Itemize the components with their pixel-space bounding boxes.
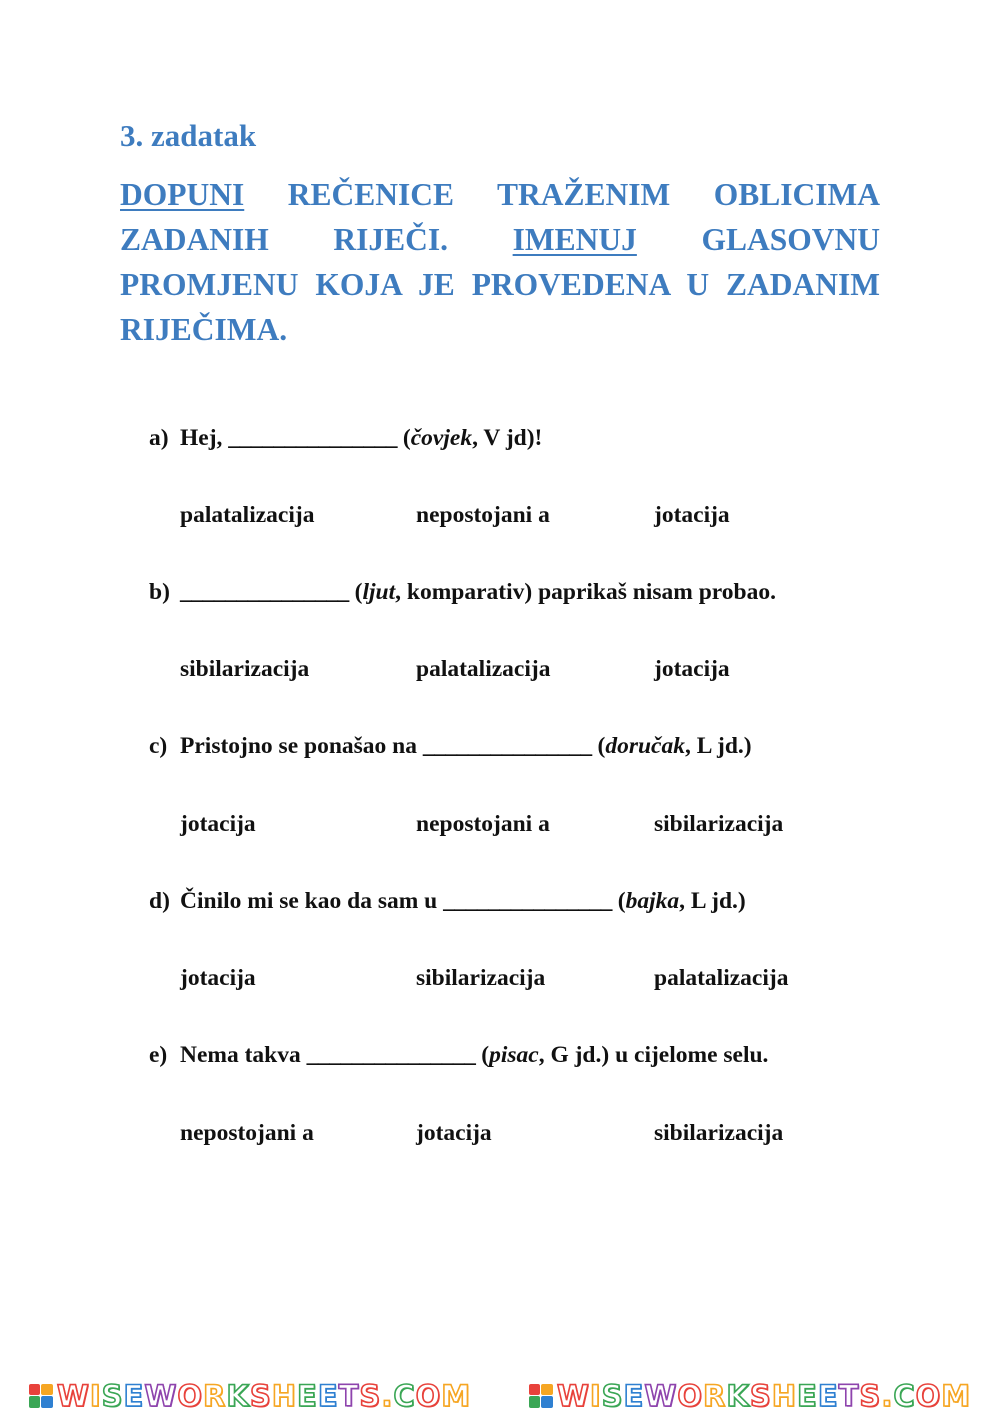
paren-open: ( <box>611 888 626 914</box>
option-c-2[interactable]: nepostojani a <box>416 811 550 837</box>
exercise-item-a <box>149 425 909 452</box>
instruction-text-1: REČENICE TRAŽENIM OBLICIMA ZADANIH RIJEČI. <box>120 177 880 257</box>
footer-branding <box>0 1378 1000 1413</box>
item-text-before: Hej, <box>180 425 229 451</box>
brand-watermark <box>29 1379 471 1413</box>
exercise-item-e <box>149 1042 909 1069</box>
item-text-after: , komparativ) paprikaš nisam probao. <box>395 579 776 605</box>
option-b-2[interactable]: palatalizacija <box>416 656 551 682</box>
brand-text: WISEWORKSHEETS.COM <box>56 1378 472 1413</box>
item-letter: a) <box>149 425 169 451</box>
brand-logo-icon <box>529 1384 553 1408</box>
answer-blank[interactable]: _______________ <box>306 1042 476 1068</box>
item-letter: e) <box>149 1042 168 1068</box>
item-text-before: Nema takva <box>180 1042 307 1068</box>
option-e-3[interactable]: sibilarizacija <box>654 1120 784 1146</box>
given-word: pisac <box>489 1042 539 1068</box>
item-text-after: , V jd)! <box>472 425 543 451</box>
item-text-before: Činilo mi se kao da sam u <box>180 888 444 914</box>
exercise-item-d <box>149 888 909 915</box>
given-word: ljut <box>362 579 396 605</box>
brand-text: WISEWORKSHEETS.COM <box>556 1378 972 1413</box>
given-word: bajka <box>625 888 680 914</box>
option-a-1[interactable]: palatalizacija <box>180 502 315 528</box>
answer-blank[interactable]: _______________ <box>422 733 592 759</box>
answer-blank[interactable]: _______________ <box>443 888 612 914</box>
option-b-3[interactable]: jotacija <box>654 656 730 682</box>
paren-open: ( <box>591 733 606 759</box>
option-c-3[interactable]: sibilarizacija <box>654 811 784 837</box>
option-d-2[interactable]: sibilarizacija <box>416 965 546 991</box>
option-e-1[interactable]: nepostojani a <box>180 1120 314 1146</box>
item-letter: c) <box>149 733 168 759</box>
task-instruction <box>120 172 880 352</box>
paren-open: ( <box>475 1042 490 1068</box>
instruction-text-2: GLASOVNU PROMJENU KOJA JE PROVEDENA U ZADANIM RIJEČIMA. <box>120 222 880 347</box>
item-letter: d) <box>149 888 170 914</box>
option-d-3[interactable]: palatalizacija <box>654 965 789 991</box>
option-d-1[interactable]: jotacija <box>180 965 256 991</box>
answer-blank[interactable]: _______________ <box>228 425 398 451</box>
item-text-after: , L jd.) <box>679 888 746 914</box>
item-text-after: , L jd.) <box>684 733 752 759</box>
exercise-item-b <box>149 579 909 606</box>
item-text-after: , G jd.) u cijelome selu. <box>538 1042 769 1068</box>
option-c-1[interactable]: jotacija <box>180 811 256 837</box>
option-e-2[interactable]: jotacija <box>416 1120 492 1146</box>
paren-open: ( <box>397 425 411 451</box>
answer-blank[interactable]: _______________ <box>180 579 349 605</box>
paren-open: ( <box>348 579 363 605</box>
given-word: čovjek <box>410 425 473 451</box>
brand-logo-icon <box>29 1384 53 1408</box>
option-b-1[interactable]: sibilarizacija <box>180 656 310 682</box>
given-word: doručak <box>605 733 685 759</box>
item-letter: b) <box>149 579 170 605</box>
exercise-item-c <box>149 733 909 760</box>
instruction-keyword-dopuni: DOPUNI <box>120 177 245 212</box>
instruction-keyword-imenuj: IMENUJ <box>512 222 637 257</box>
item-text-before: Pristojno se ponašao na <box>180 733 423 759</box>
option-a-3[interactable]: jotacija <box>654 502 730 528</box>
task-title: 3. zadatak <box>120 118 257 153</box>
option-a-2[interactable]: nepostojani a <box>416 502 550 528</box>
brand-watermark <box>529 1379 971 1413</box>
